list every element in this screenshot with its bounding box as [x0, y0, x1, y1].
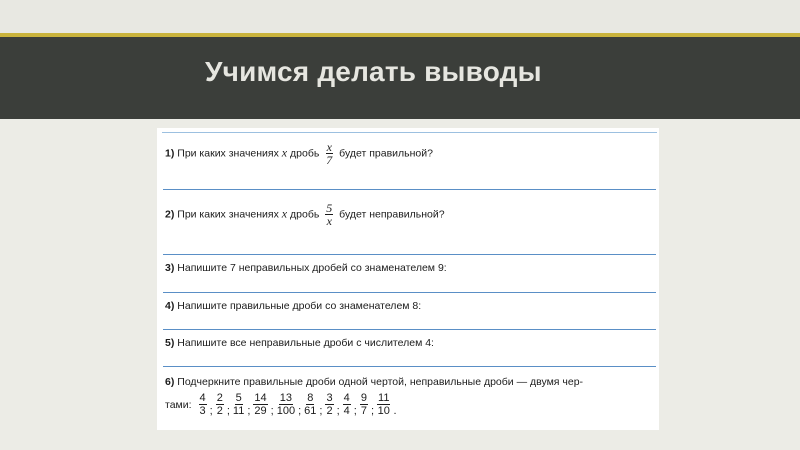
- variable-x: x: [281, 145, 288, 160]
- separator: ;: [209, 405, 213, 417]
- top-rule: [162, 132, 657, 133]
- denominator: 2: [216, 405, 223, 417]
- question-text: Напишите правильные дроби со знаменателем 8:: [177, 300, 422, 312]
- fraction-item: [233, 392, 244, 417]
- denominator: 7: [326, 153, 333, 167]
- numerator: 2: [216, 392, 223, 404]
- denominator: x: [326, 214, 332, 228]
- separator: ;: [319, 405, 323, 417]
- denominator: 7: [360, 405, 367, 417]
- question-text: Напишите все неправильные дроби с числителем 4:: [177, 337, 434, 349]
- question-1: [165, 141, 433, 166]
- question-text: Подчеркните правильные дроби одной чертой, неправильные дроби — двумя чер-: [177, 376, 584, 388]
- answer-line: [163, 329, 656, 330]
- denominator: 100: [276, 405, 296, 417]
- numerator: 13: [279, 392, 293, 404]
- worksheet: [157, 128, 659, 430]
- denominator: 10: [377, 405, 390, 417]
- separator: ;: [270, 405, 274, 417]
- numerator: 9: [360, 392, 367, 404]
- denominator: 3: [199, 405, 206, 417]
- question-number: 2): [165, 208, 175, 221]
- question-number: 1): [165, 147, 175, 160]
- separator: ;: [353, 405, 357, 417]
- numerator: 5: [235, 392, 242, 404]
- question-text: При каких значениях: [177, 208, 279, 221]
- fraction-item: [216, 392, 224, 417]
- fraction-item: [360, 392, 368, 417]
- question-text: будет неправильной?: [339, 208, 445, 221]
- separator: ;: [226, 405, 230, 417]
- separator: ;: [370, 405, 375, 417]
- fraction-item: [325, 392, 333, 417]
- variable-x: x: [281, 206, 288, 221]
- answer-line: [163, 189, 656, 190]
- denominator: 29: [254, 405, 267, 417]
- answer-line: [163, 292, 656, 293]
- question-text: будет правильной?: [339, 147, 433, 160]
- separator: ;: [298, 405, 302, 417]
- question-text: Напишите 7 неправильных дробей со знаменателем 9:: [177, 262, 447, 274]
- numerator: x: [326, 140, 332, 154]
- fraction: [325, 202, 333, 227]
- question-4: [165, 300, 421, 313]
- separator: ;: [336, 405, 340, 417]
- denominator: 4: [343, 405, 350, 417]
- answer-line: [163, 254, 656, 255]
- numerator: 11: [378, 392, 390, 404]
- question-text: дробь: [290, 147, 320, 160]
- question-number: 6): [165, 376, 175, 388]
- top-stripe: [0, 0, 800, 33]
- separator: ;: [247, 405, 251, 417]
- fraction-list: [165, 392, 399, 417]
- fraction: [325, 141, 333, 166]
- separator: .: [393, 405, 397, 417]
- fraction-item: [343, 392, 351, 417]
- question-number: 3): [165, 262, 175, 274]
- numerator: 8: [307, 392, 314, 404]
- denominator: 61: [304, 405, 317, 417]
- fraction-item: [377, 392, 390, 417]
- answer-line: [163, 366, 656, 367]
- numerator: 5: [326, 201, 333, 215]
- question-number: 4): [165, 300, 175, 312]
- question-5: [165, 337, 434, 350]
- numerator: 4: [343, 392, 350, 404]
- question-text: дробь: [290, 208, 320, 221]
- question-6: [165, 376, 583, 389]
- fraction-list-label: тами:: [165, 398, 192, 411]
- slide-title: Учимся делать выводы: [205, 56, 542, 87]
- question-3: [165, 262, 447, 275]
- numerator: 4: [199, 392, 206, 404]
- numerator: 14: [254, 392, 267, 404]
- fraction-item: [304, 392, 316, 417]
- fraction-item: [253, 392, 267, 417]
- question-number: 5): [165, 337, 175, 349]
- question-2: [165, 202, 445, 227]
- numerator: 3: [326, 392, 333, 404]
- denominator: 2: [326, 405, 333, 417]
- fraction-item: [277, 392, 295, 417]
- question-text: При каких значениях: [177, 147, 279, 160]
- fraction-item: [199, 392, 207, 417]
- denominator: 11: [232, 405, 245, 417]
